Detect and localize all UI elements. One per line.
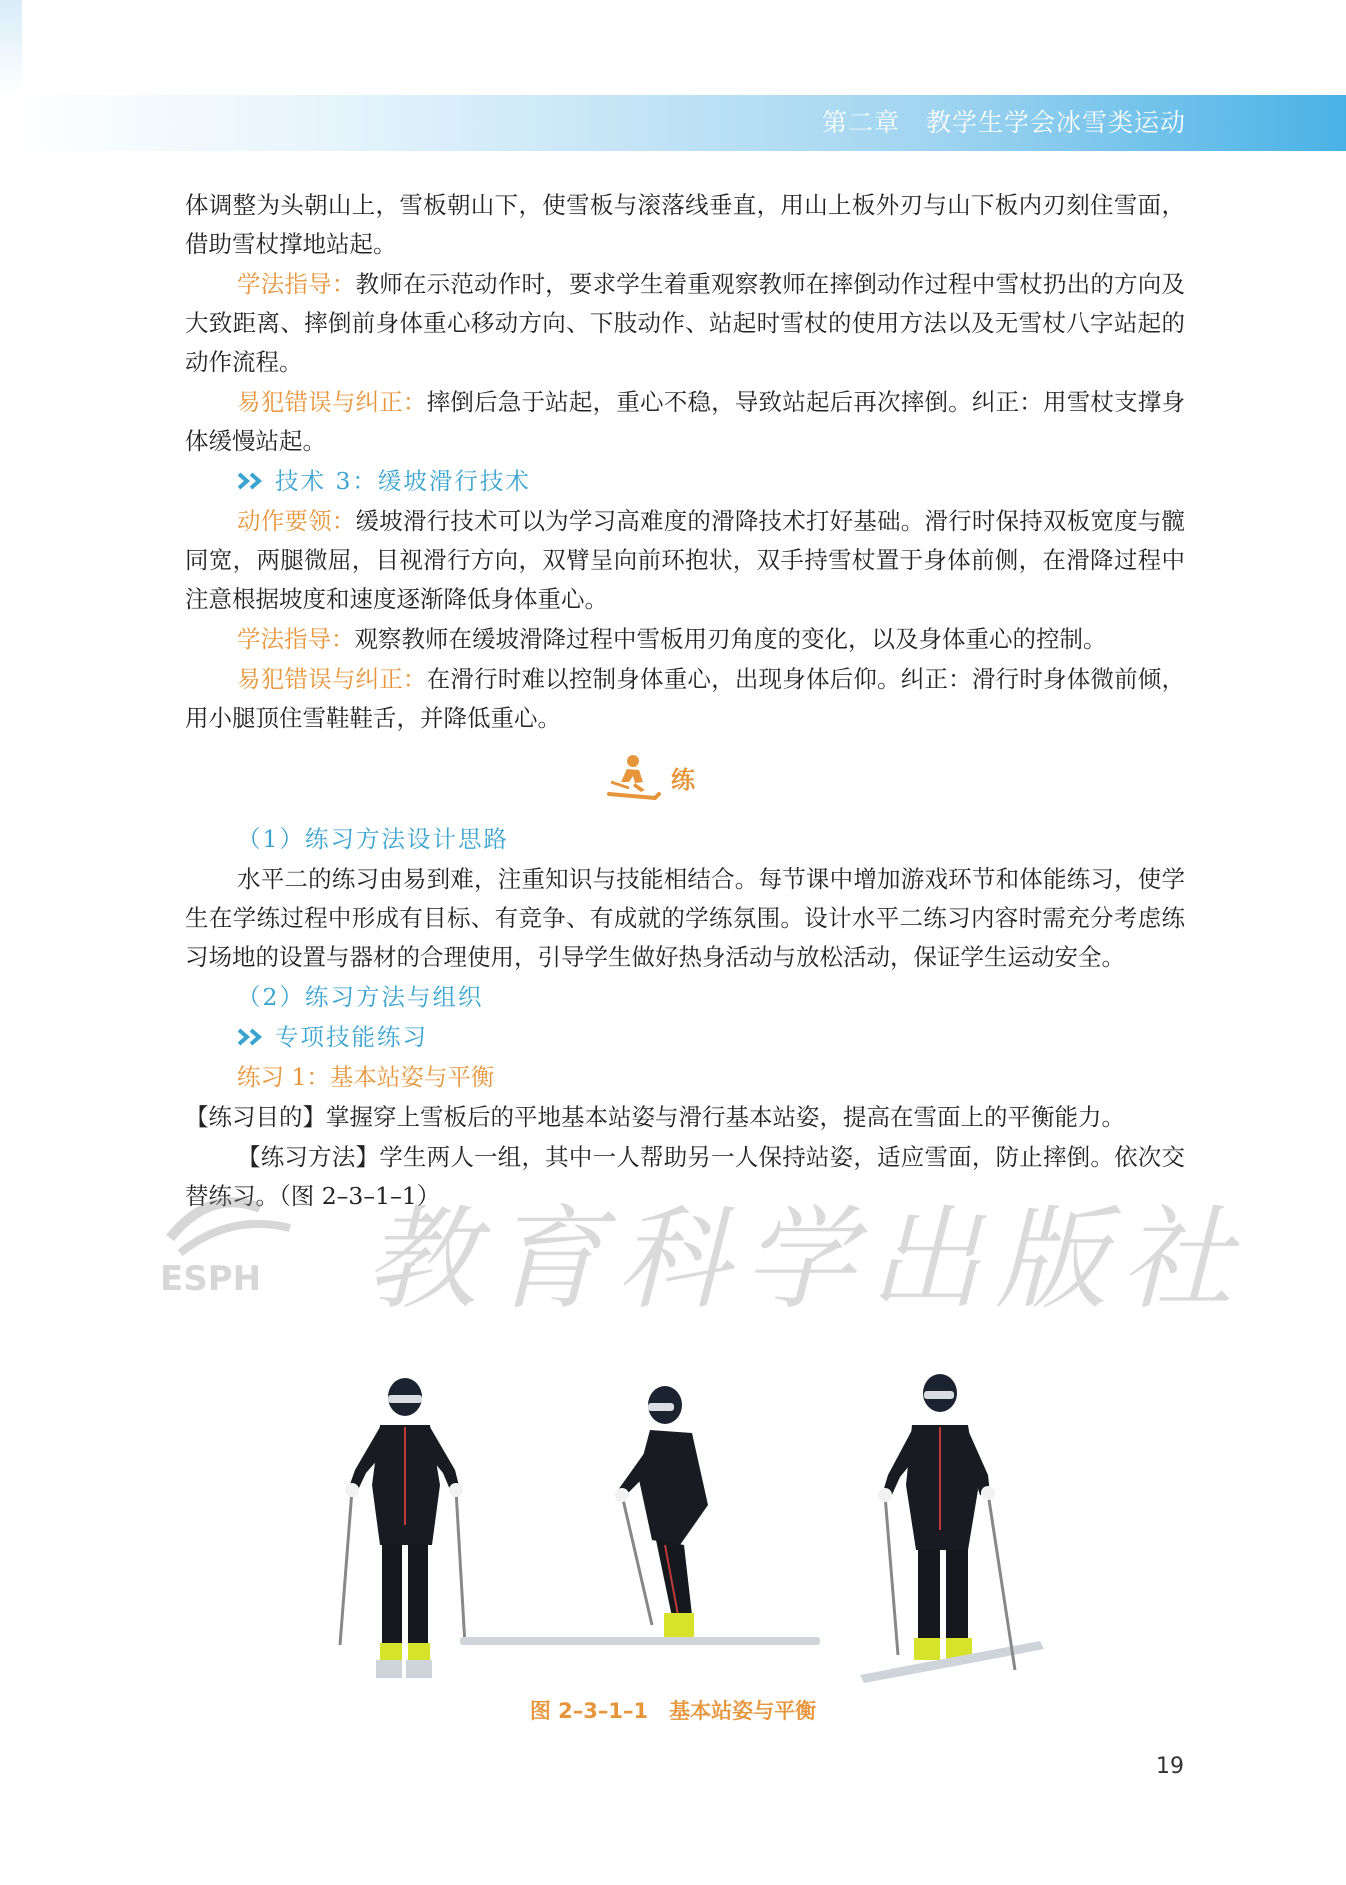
skier-diagonal-view <box>860 1374 1044 1683</box>
figure-caption: 图 2–3–1–1 基本站姿与平衡 <box>529 1699 817 1723</box>
section-2-heading <box>185 978 1185 1017</box>
section-2-title: （2）练习方法与组织 <box>237 983 484 1011</box>
label-learning-guidance: 学法指导： <box>237 270 356 298</box>
watermark-text: 教育科学出版社 <box>365 1195 1247 1325</box>
skier-icon <box>605 752 661 802</box>
logo-text: ESPH <box>160 1259 262 1298</box>
paragraph-1: 体调整为头朝山上，雪板朝山下，使雪板与滚落线垂直，用山上板外刃与山下板内刃刻住雪面，借助雪杖撑地站起。 <box>185 191 1185 258</box>
exercise-1-title: 练习 1：基本站姿与平衡 <box>237 1063 495 1091</box>
paragraph-6-text: 在滑行时难以控制身体重心，出现身体后仰。纠正：滑行时身体微前倾，用小腿顶住雪鞋鞋舌，并降低重心。 <box>185 665 1186 732</box>
skier-side-view <box>460 1386 820 1645</box>
paragraph-2 <box>185 265 1185 382</box>
paragraph-4-text: 缓坡滑行技术可以为学习高难度的滑降技术打好基础。滑行时保持双板宽度与髋同宽，两腿微屈，目视滑行方向，双臂呈向前环抱状，双手持雪杖置于身体前侧，在滑降过程中注意根据坡度和速度逐渐降低身体重心。 <box>185 507 1186 613</box>
practice-section-title <box>185 746 1185 816</box>
skiing-stance-figure <box>300 1355 1080 1685</box>
label-learning-guidance-2: 学法指导： <box>237 625 355 653</box>
label-common-errors: 易犯错误与纠正： <box>237 388 427 416</box>
chapter-title: 第二章 教学生学会冰雪类运动 <box>821 108 1186 137</box>
practice-label: 练 <box>671 765 695 794</box>
paragraph-5-text: 观察教师在缓坡滑降过程中雪板用刃角度的变化，以及身体重心的控制。 <box>354 625 1107 653</box>
paragraph-5 <box>185 620 1185 659</box>
exercise-1-heading <box>185 1058 1185 1097</box>
page-content <box>185 186 1185 1217</box>
paragraph-8: 【练习目的】掌握穿上雪板后的平地基本站姿与滑行基本站姿，提高在雪面上的平衡能力。 <box>185 1103 1125 1131</box>
skill-practice-title: 专项技能练习 <box>275 1023 428 1051</box>
section-1-title: （1）练习方法设计思路 <box>237 825 509 853</box>
paragraph-3 <box>185 383 1185 461</box>
paragraph-2-text: 教师在示范动作时，要求学生着重观察教师在摔倒动作过程中雪杖扔出的方向及大致距离、摔倒前身体重心移动方向、下肢动作、站起时雪杖的使用方法以及无雪杖八字站起的动作流程。 <box>185 270 1186 376</box>
corner-strip <box>0 0 22 95</box>
paragraph-6 <box>185 660 1185 738</box>
page-number: 19 <box>1156 1754 1184 1779</box>
label-common-errors-2: 易犯错误与纠正： <box>237 665 427 693</box>
double-chevron-icon <box>237 1027 267 1047</box>
paragraph-9: 【练习方法】学生两人一组，其中一人帮助另一人保持站姿，适应雪面，防止摔倒。依次交替练习。（图 2–3–1–1） <box>185 1143 1185 1210</box>
paragraph-4 <box>185 502 1185 619</box>
double-chevron-icon <box>237 471 267 491</box>
skier-front-view <box>340 1378 465 1678</box>
technique-3-heading <box>185 462 1185 501</box>
technique-3-title: 技术 3：缓坡滑行技术 <box>275 467 531 495</box>
section-1-heading <box>185 820 1185 859</box>
skill-practice-heading <box>185 1018 1185 1057</box>
paragraph-3-text: 摔倒后急于站起，重心不稳，导致站起后再次摔倒。纠正：用雪杖支撑身体缓慢站起。 <box>185 388 1186 455</box>
paragraph-7: 水平二的练习由易到难，注重知识与技能相结合。每节课中增加游戏环节和体能练习，使学生在学练过程中形成有目标、有竞争、有成就的学练氛围。设计水平二练习内容时需充分考虑练习场地的设置与器材的合理使用，引导学生做好热身活动与放松活动，保证学生运动安全。 <box>185 865 1185 971</box>
label-key-points: 动作要领： <box>237 507 356 535</box>
